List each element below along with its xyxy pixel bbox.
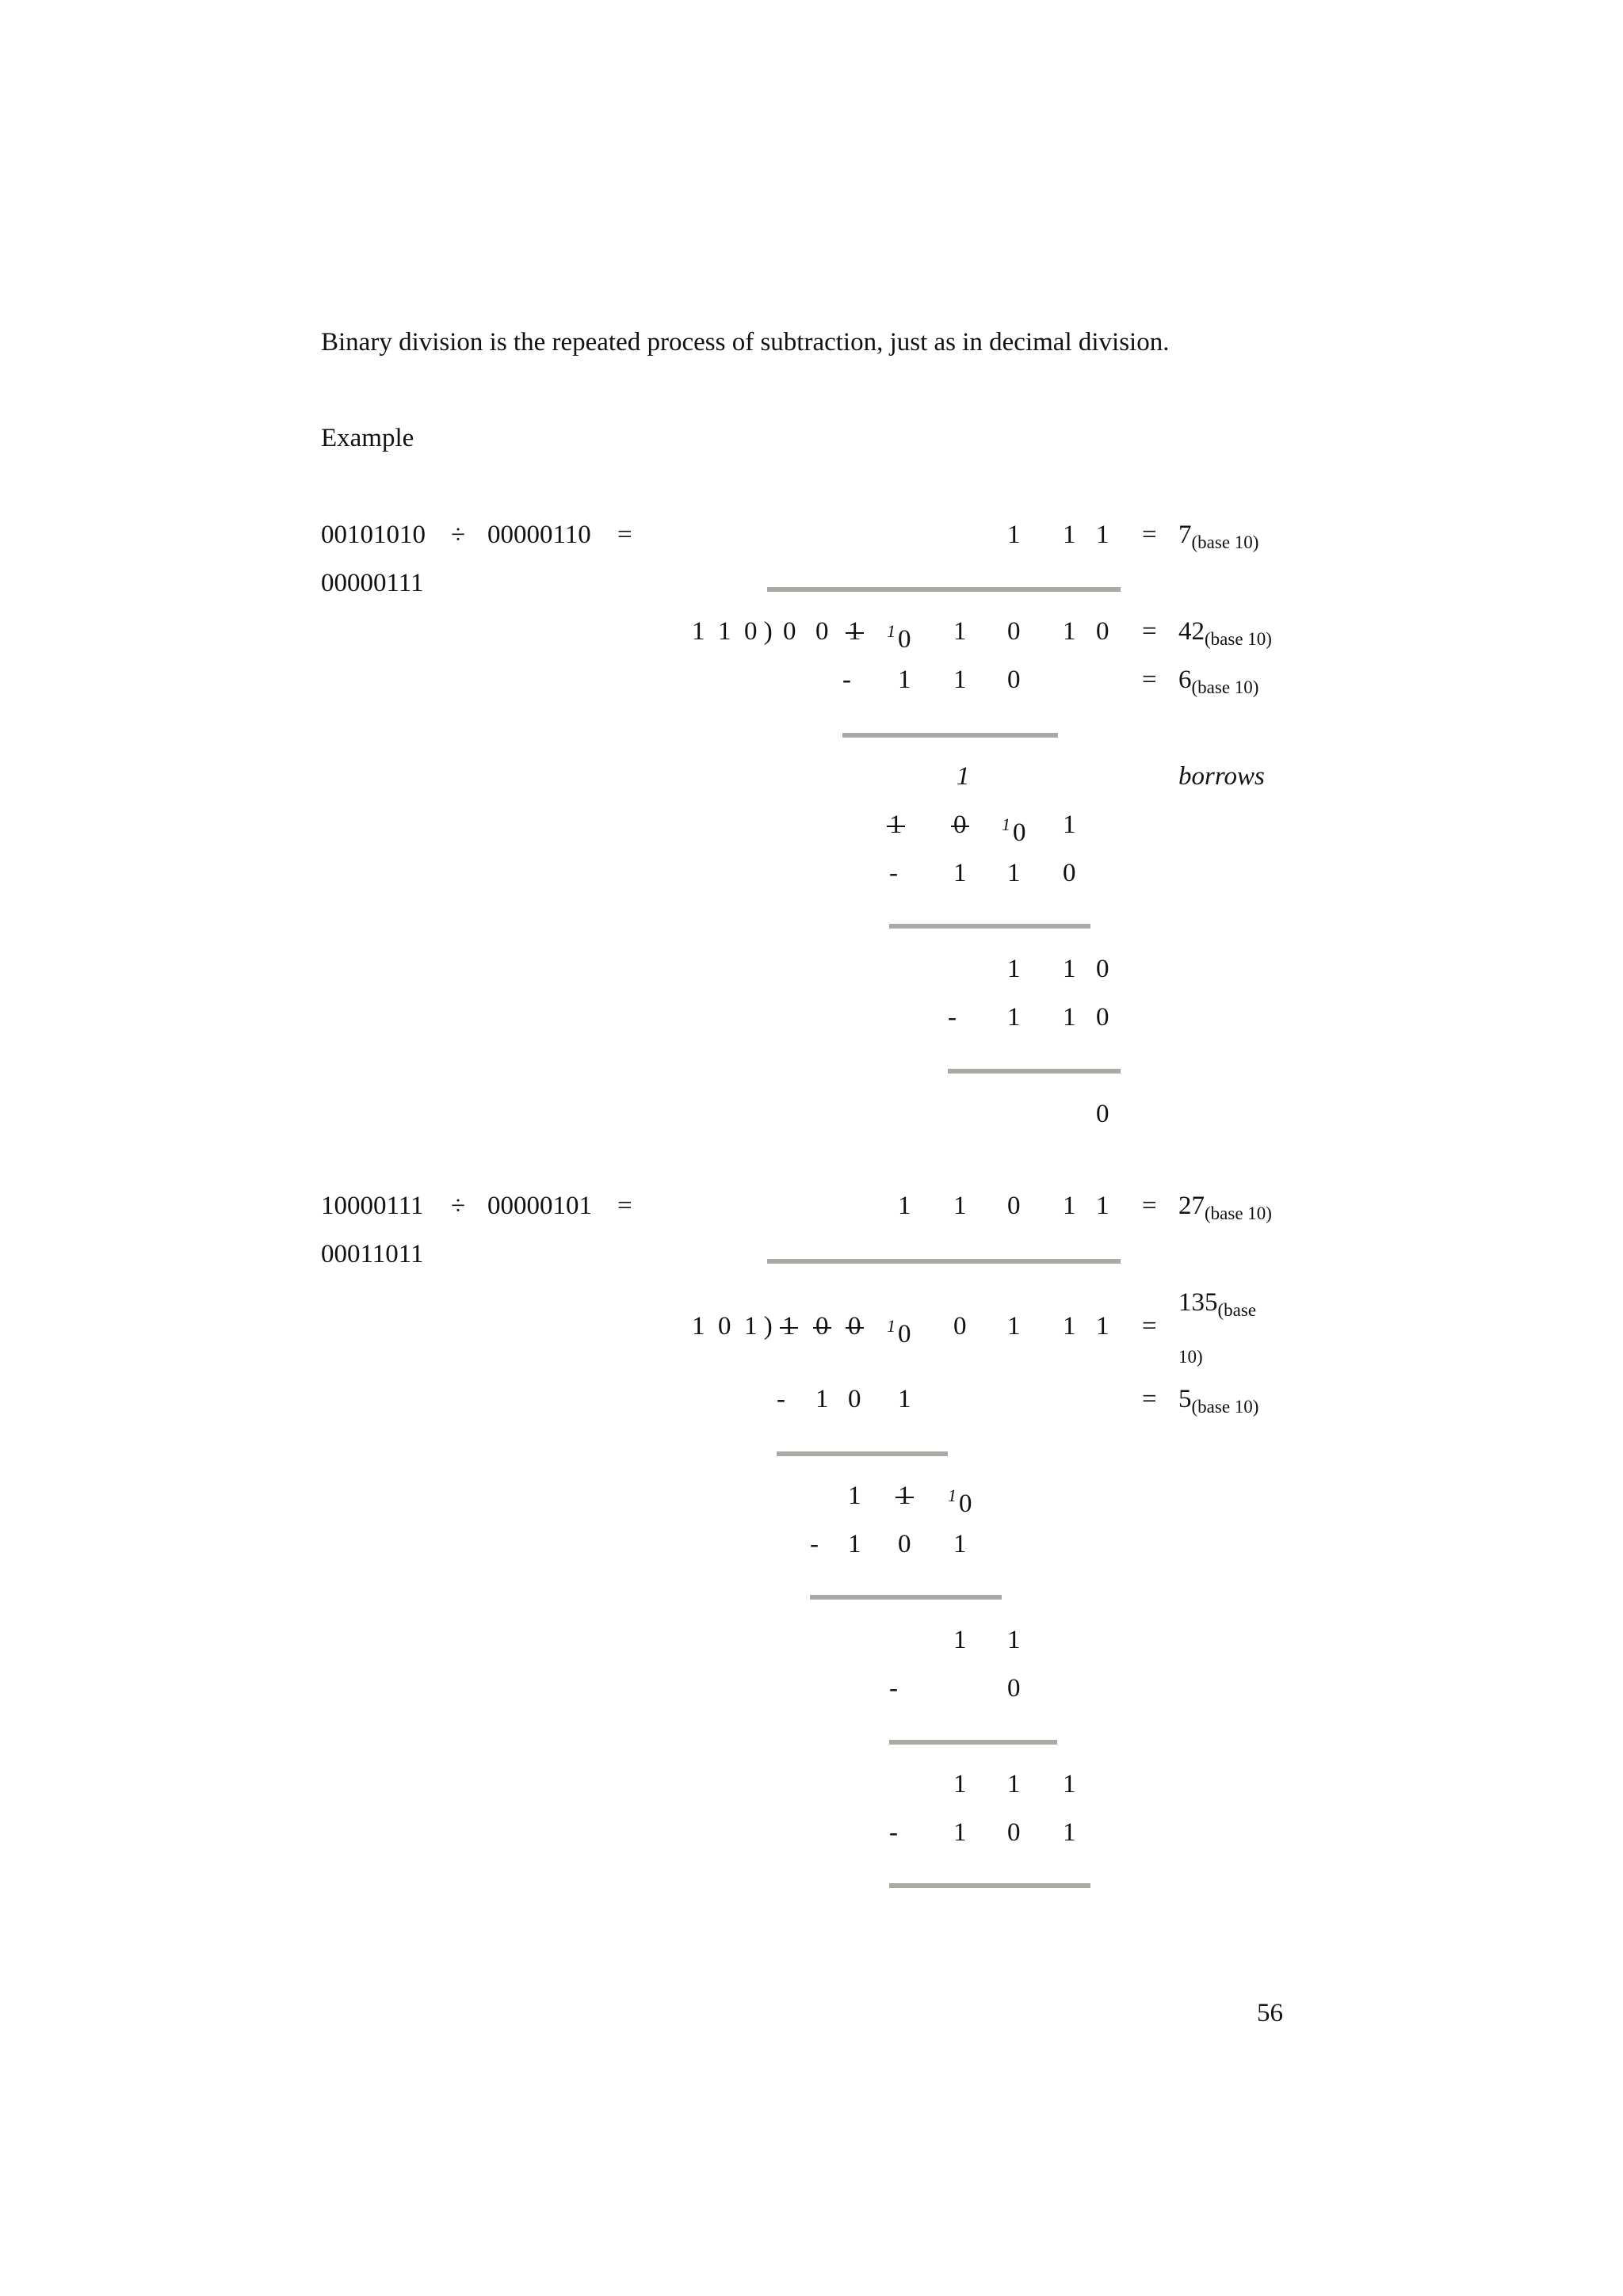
ex1-dividend-bit-struck: 1 xyxy=(848,617,861,646)
ex2-equals: = xyxy=(1142,1192,1157,1220)
ex1-sub-digit: 1 xyxy=(953,859,967,887)
ex1-sub-digit: 0 xyxy=(1063,859,1076,887)
example-heading: Example xyxy=(321,424,414,452)
subtraction-rule xyxy=(777,1451,948,1456)
ex2-quotient-decimal: $27_{(base 10)}$ xyxy=(1178,1192,1272,1223)
ex1-equals: = xyxy=(617,521,632,549)
ex1-dividend-bit: 1 xyxy=(1063,617,1076,646)
ex1-dividend-bit: 0 xyxy=(783,617,796,646)
ex1-dividend-bit: 1 xyxy=(953,617,967,646)
ex2-sub-digit: 1 xyxy=(1063,1818,1076,1847)
ex1-rem-digit: 0 xyxy=(1096,955,1109,983)
ex2-rem-digit-struck: 1 xyxy=(898,1482,911,1510)
ex1-borrows-label: borrows xyxy=(1178,762,1265,791)
ex2-dividend-bit: 1 xyxy=(1096,1312,1109,1341)
ex2-sub-digit: 0 xyxy=(848,1385,861,1413)
ex1-subtrahend-decimal: $6_{(base 10)}$ xyxy=(1178,666,1259,697)
ex2-minus: - xyxy=(889,1674,898,1703)
ex1-quotient-decimal: $7_{(base 10)}$ xyxy=(1178,521,1259,552)
ex1-dividend-bit-borrowed: $^1$0 xyxy=(887,621,911,654)
ex2-rem-digit: 1 xyxy=(953,1770,967,1798)
ex2-dividend-bit-struck: 0 xyxy=(815,1312,829,1341)
ex2-equals: = xyxy=(617,1192,632,1220)
ex2-quotient-digit: 1 xyxy=(898,1192,911,1220)
division-bar xyxy=(767,1259,1121,1264)
subtraction-rule xyxy=(810,1595,1002,1600)
ex1-divisor-bits: 1 1 0 ) xyxy=(692,617,773,646)
ex2-sub-digit: 0 xyxy=(1007,1674,1021,1703)
ex1-quotient-digit: 1 xyxy=(1007,521,1021,549)
subtraction-rule xyxy=(948,1069,1121,1074)
ex1-sub-digit: 1 xyxy=(1063,1003,1076,1032)
ex1-rem-digit-struck: 0 xyxy=(953,810,967,839)
ex1-borrow-mark: 1 xyxy=(957,762,970,791)
ex1-divisor: 00000110 xyxy=(487,521,591,549)
ex1-result: 00000111 xyxy=(321,569,424,597)
ex2-sub-digit: 1 xyxy=(815,1385,829,1413)
ex2-dividend-bit-borrowed: $^1$0 xyxy=(887,1316,911,1348)
subtraction-rule xyxy=(889,1740,1057,1745)
ex2-dividend: 10000111 xyxy=(321,1192,424,1220)
ex2-divisor-bits: 1 0 1 ) xyxy=(692,1312,773,1341)
ex2-divide-sign: ÷ xyxy=(451,1192,466,1220)
ex1-dividend-bit: 0 xyxy=(815,617,829,646)
ex2-sub-digit: 0 xyxy=(898,1530,911,1558)
page-number: 56 xyxy=(1257,1999,1283,2027)
ex2-sub-digit: 1 xyxy=(898,1385,911,1413)
ex2-rem-digit: 1 xyxy=(1007,1626,1021,1654)
ex1-divide-sign: ÷ xyxy=(451,521,466,549)
ex1-equals: = xyxy=(1142,666,1157,694)
ex2-sub-digit: 1 xyxy=(848,1530,861,1558)
ex1-minus: - xyxy=(948,1003,957,1032)
ex2-sub-digit: 1 xyxy=(953,1530,967,1558)
ex1-sub-digit: 0 xyxy=(1007,666,1021,694)
ex2-quotient-digit: 0 xyxy=(1007,1192,1021,1220)
ex1-dividend-decimal: $42_{(base 10)}$ xyxy=(1178,617,1272,649)
ex1-sub-digit: 1 xyxy=(953,666,967,694)
ex1-minus: - xyxy=(889,859,898,887)
ex2-dividend-decimal-wrap: 10) xyxy=(1178,1347,1203,1367)
ex1-dividend: 00101010 xyxy=(321,521,426,549)
subtraction-rule xyxy=(889,1883,1090,1888)
ex2-rem-digit-borrowed: $^1$0 xyxy=(948,1486,972,1518)
ex2-quotient-digit: 1 xyxy=(1063,1192,1076,1220)
ex1-rem-digit-struck: 1 xyxy=(889,810,903,839)
ex2-sub-digit: 0 xyxy=(1007,1818,1021,1847)
ex2-result: 00011011 xyxy=(321,1240,424,1268)
ex2-equals: = xyxy=(1142,1385,1157,1413)
ex2-dividend-bit: 0 xyxy=(953,1312,967,1341)
ex1-minus: - xyxy=(842,666,851,694)
ex2-divisor: 00000101 xyxy=(487,1192,592,1220)
ex2-minus: - xyxy=(777,1385,785,1413)
ex2-dividend-bit-struck: 1 xyxy=(782,1312,796,1341)
ex1-sub-digit: 1 xyxy=(1007,1003,1021,1032)
ex1-rem-digit: 1 xyxy=(1063,810,1076,839)
ex2-dividend-bit: 1 xyxy=(1063,1312,1076,1341)
ex2-minus: - xyxy=(889,1818,898,1847)
ex1-final-remainder: 0 xyxy=(1096,1100,1109,1128)
ex1-dividend-bit: 0 xyxy=(1007,617,1021,646)
subtraction-rule xyxy=(889,924,1090,929)
ex1-equals: = xyxy=(1142,617,1157,646)
ex1-rem-digit: 1 xyxy=(1063,955,1076,983)
ex1-equals: = xyxy=(1142,521,1157,549)
ex2-sub-digit: 1 xyxy=(953,1818,967,1847)
ex2-rem-digit: 1 xyxy=(953,1626,967,1654)
ex2-rem-digit: 1 xyxy=(1063,1770,1076,1798)
division-bar xyxy=(767,587,1121,592)
ex2-equals: = xyxy=(1142,1312,1157,1341)
subtraction-rule xyxy=(842,733,1058,738)
ex1-quotient-digit: 1 xyxy=(1096,521,1109,549)
ex2-quotient-digit: 1 xyxy=(953,1192,967,1220)
intro-paragraph: Binary division is the repeated process of subtraction, just as in decimal division. xyxy=(321,328,1170,357)
ex1-quotient-digit: 1 xyxy=(1063,521,1076,549)
ex2-dividend-bit: 1 xyxy=(1007,1312,1021,1341)
ex1-sub-digit: 1 xyxy=(898,666,911,694)
ex1-dividend-bit: 0 xyxy=(1096,617,1109,646)
ex2-dividend-bit-struck: 0 xyxy=(848,1312,861,1341)
ex2-minus: - xyxy=(810,1530,819,1558)
ex1-sub-digit: 1 xyxy=(1007,859,1021,887)
ex2-rem-digit: 1 xyxy=(848,1482,861,1510)
ex2-subtrahend-decimal: $5_{(base 10)}$ xyxy=(1178,1385,1259,1417)
ex1-rem-digit: 1 xyxy=(1007,955,1021,983)
ex2-rem-digit: 1 xyxy=(1007,1770,1021,1798)
ex2-dividend-decimal: $135_{(base}$ xyxy=(1178,1288,1257,1320)
ex1-rem-digit-borrowed: $^1$0 xyxy=(1002,814,1026,847)
ex2-quotient-digit: 1 xyxy=(1096,1192,1109,1220)
ex1-sub-digit: 0 xyxy=(1096,1003,1109,1032)
